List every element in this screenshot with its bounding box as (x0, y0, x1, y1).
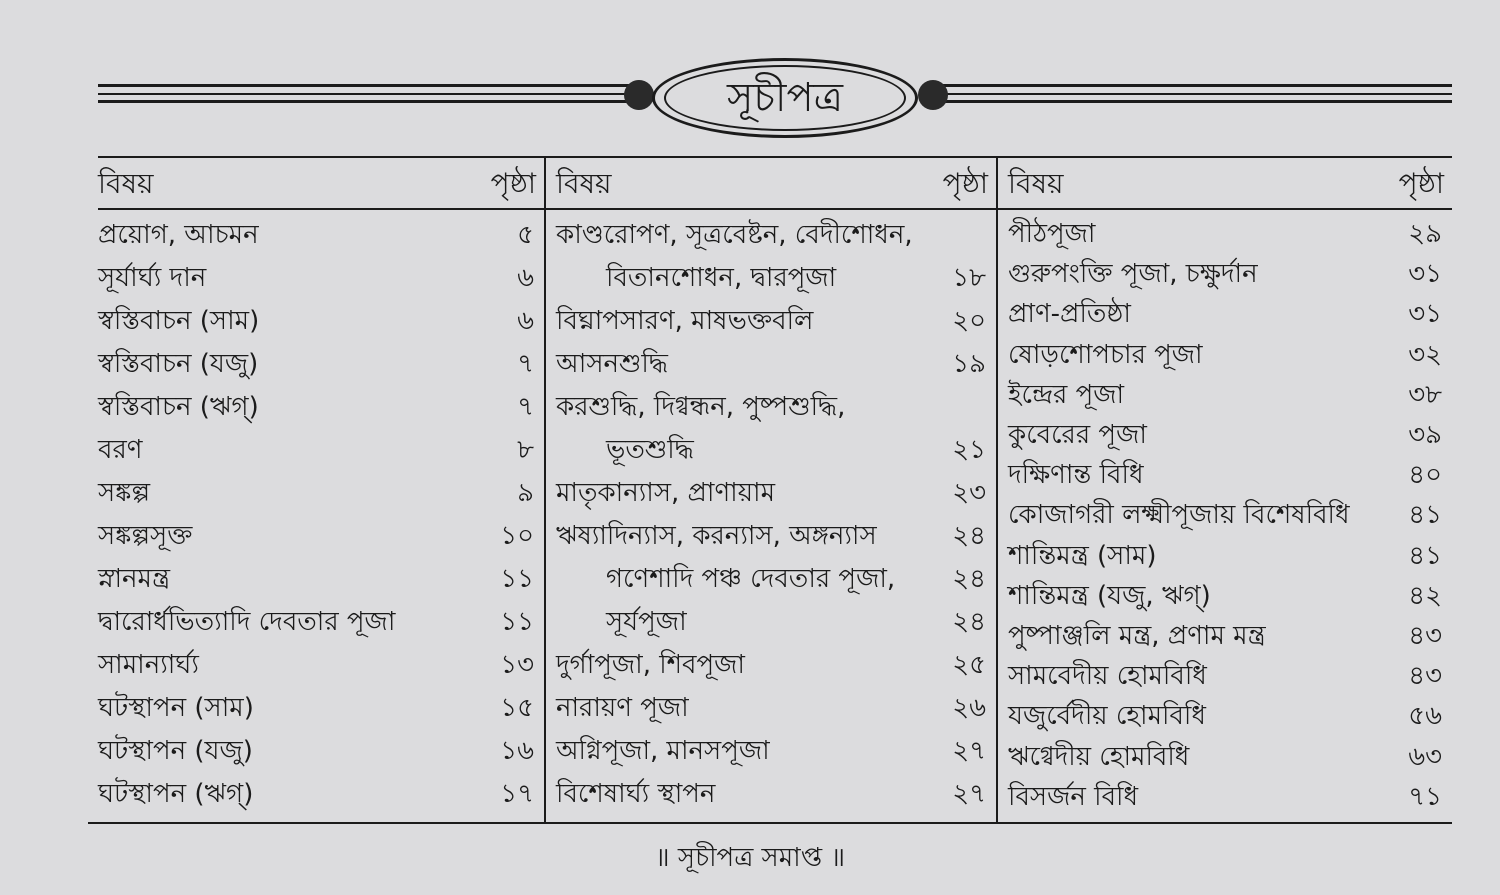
column-header (998, 164, 1452, 204)
contents-table (88, 152, 1452, 826)
entry-title: সূর্যপূজা (606, 607, 687, 637)
toc-entry (998, 696, 1452, 736)
entry-page-number: ৪৩ (1408, 661, 1442, 692)
toc-entry (546, 472, 996, 515)
entry-title: আসনশুদ্ধি (556, 349, 668, 379)
entry-title: দ্বারোর্ধভিত্যাদি দেবতার পূজা (98, 607, 396, 637)
toc-entry (88, 601, 544, 644)
entry-page-number: ১৯ (952, 349, 986, 379)
entry-title: যজুর্বেদীয় হোমবিধি (1008, 701, 1206, 732)
entry-title: ঘটস্থাপন (সাম) (98, 693, 254, 723)
entry-title: স্বস্তিবাচন (যজু) (98, 349, 259, 379)
entry-page-number: ৩১ (1408, 299, 1442, 330)
entry-page-number: ৪১ (1408, 540, 1442, 571)
entry-page-number: ৪১ (1408, 500, 1442, 531)
entry-page-number: ১০ (500, 521, 534, 551)
entry-page-number: ৬৩ (1408, 741, 1442, 772)
entry-page-number: ১৬ (500, 736, 534, 766)
entry-title: বিতানশোধন, দ্বারপূজা (606, 263, 837, 293)
toc-entry (998, 656, 1452, 696)
entry-page-number: ১৫ (500, 693, 534, 723)
ornament-dot-right (918, 80, 948, 110)
toc-entry (88, 257, 544, 300)
entry-title: বিশেষার্ঘ্য স্থাপন (556, 779, 716, 809)
entry-title: ঋষ্যাদিন্যাস, করন্যাস, অঙ্গন্যাস (556, 521, 877, 551)
entry-page-number: ২৩ (952, 478, 986, 508)
toc-entry (546, 773, 996, 816)
toc-entry (998, 495, 1452, 535)
toc-entry (546, 386, 996, 429)
entry-title: বরণ (98, 435, 143, 465)
entry-page-number: ৩৯ (1408, 420, 1442, 450)
entry-title: স্নানমন্ত্র (98, 564, 171, 594)
entry-title: স্বস্তিবাচন (সাম) (98, 306, 260, 336)
toc-entry (998, 335, 1452, 375)
column-header (546, 164, 996, 204)
toc-entry (546, 343, 996, 386)
entry-title: করশুদ্ধি, দিগ্বন্ধন, পুষ্পশুদ্ধি, (556, 392, 846, 422)
entry-title: প্রয়োগ, আচমন (98, 220, 259, 250)
contents-end-note: ॥ সূচীপত্র সমাপ্ত ॥ (654, 843, 846, 873)
entry-title: ইন্দ্রের পূজা (1008, 379, 1125, 410)
toc-entry (546, 558, 996, 601)
entry-page-number: ৪৩ (1408, 621, 1442, 651)
page-header: পৃষ্ঠা (1398, 167, 1444, 200)
toc-entry (998, 536, 1452, 576)
entry-page-number: ২৬ (952, 693, 986, 723)
toc-entry (998, 455, 1452, 495)
entry-page-number: ২৪ (952, 521, 986, 551)
toc-entry (546, 429, 996, 472)
toc-entry (88, 429, 544, 472)
entry-page-number: ২৪ (952, 607, 986, 637)
entry-title: শান্তিমন্ত্র (সাম) (1008, 540, 1157, 571)
entry-title: ঘটস্থাপন (ঋগ্) (98, 779, 254, 809)
entry-page-number: ১৩ (500, 650, 534, 680)
entry-title: বিসর্জন বিধি (1008, 781, 1139, 812)
entry-title: দুর্গাপূজা, শিবপূজা (556, 650, 745, 680)
entry-page-number: ২৭ (952, 779, 986, 809)
toc-entry (546, 687, 996, 730)
toc-entry (546, 730, 996, 773)
contents-column-2 (546, 152, 996, 822)
page-title: সূচীপত্র (727, 75, 843, 121)
entry-page-number: ১৭ (500, 779, 534, 809)
entry-title: গণেশাদি পঞ্চ দেবতার পূজা, (606, 564, 896, 594)
entry-title: পুষ্পাঞ্জলি মন্ত্র, প্রণাম মন্ত্র (1008, 621, 1266, 651)
entry-title: কোজাগরী লক্ষ্মীপূজায় বিশেষবিধি (1008, 500, 1350, 531)
entry-page-number: ৭ (517, 392, 534, 422)
toc-entry (998, 576, 1452, 616)
page-header: পৃষ্ঠা (942, 167, 988, 200)
subject-header: বিষয় (98, 167, 154, 200)
subject-header: বিষয় (1008, 167, 1064, 200)
toc-entry (88, 644, 544, 687)
toc-entry (998, 294, 1452, 334)
entry-page-number: ২০ (952, 306, 986, 336)
entry-title: ঘটস্থাপন (যজু) (98, 736, 253, 766)
entry-page-number: ২৫ (952, 650, 986, 680)
toc-entry (998, 375, 1452, 415)
entry-page-number: ৪২ (1408, 580, 1442, 611)
entry-title: মাতৃকান্যাস, প্রাণায়াম (556, 478, 776, 508)
header-rule-right (940, 84, 1452, 104)
toc-entry (88, 300, 544, 343)
toc-entry (998, 415, 1452, 455)
entry-page-number: ১১ (500, 564, 534, 594)
toc-entry (546, 300, 996, 343)
toc-entry (998, 214, 1452, 254)
entry-title: সামান্যার্ঘ্য (98, 650, 199, 680)
toc-entry (88, 558, 544, 601)
column-header (88, 164, 544, 204)
entry-page-number: ৯ (517, 478, 534, 508)
toc-entry (88, 386, 544, 429)
entry-title: স্বস্তিবাচন (ঋগ্) (98, 392, 259, 422)
entry-title: ষোড়শোপচার পূজা (1008, 339, 1203, 370)
entry-page-number: ১৮ (952, 263, 986, 293)
entry-page-number: ২৪ (952, 564, 986, 594)
toc-entry (546, 644, 996, 687)
toc-entry (546, 214, 996, 257)
entry-title: শান্তিমন্ত্র (যজু, ঋগ্) (1008, 580, 1211, 611)
toc-entry (88, 214, 544, 257)
entry-title: গুরুপংক্তি পূজা, চক্ষুর্দান (1008, 259, 1258, 290)
entry-page-number: ৩২ (1408, 339, 1442, 370)
entry-page-number: ৮ (517, 435, 534, 465)
entry-title: কুবেরের পূজা (1008, 420, 1147, 450)
subject-header: বিষয় (556, 167, 612, 200)
toc-entry (88, 773, 544, 816)
entry-page-number: ৫৬ (1408, 701, 1442, 732)
toc-entry (998, 777, 1452, 817)
entry-title: ঋগ্বেদীয় হোমবিধি (1008, 741, 1190, 772)
entry-page-number: ৫ (517, 220, 534, 250)
entry-title: অগ্নিপূজা, মানসপূজা (556, 736, 770, 766)
toc-entry (998, 737, 1452, 777)
toc-entry (88, 730, 544, 773)
entry-title: প্রাণ-প্রতিষ্ঠা (1008, 299, 1131, 330)
toc-entry (88, 343, 544, 386)
entry-page-number: ২৯ (1408, 219, 1442, 249)
ornament-dot-left (624, 80, 654, 110)
title-cartouche-inner (664, 65, 906, 131)
entry-page-number: ৩১ (1408, 259, 1442, 290)
entry-title: কাণ্ডরোপণ, সূত্রবেষ্টন, বেদীশোধন, (556, 220, 913, 250)
entry-page-number: ২৭ (952, 736, 986, 766)
entry-page-number: ৬ (517, 263, 534, 293)
toc-entry (998, 616, 1452, 656)
entry-page-number: ২১ (952, 435, 986, 465)
entry-title: সঙ্কল্প (98, 478, 150, 508)
toc-entry (88, 687, 544, 730)
entry-page-number: ৪০ (1408, 460, 1442, 491)
toc-entry (88, 515, 544, 558)
contents-column-1 (88, 152, 544, 822)
entry-title: ভূতশুদ্ধি (606, 435, 694, 465)
entry-page-number: ৭ (517, 349, 534, 379)
entry-page-number: ৩৮ (1408, 379, 1442, 410)
entry-title: সঙ্কল্পসূক্ত (98, 521, 193, 551)
contents-column-3 (998, 152, 1452, 822)
toc-entry (998, 254, 1452, 294)
entry-title: পীঠপূজা (1008, 219, 1096, 249)
toc-entry (546, 257, 996, 300)
header-rule-left (98, 84, 638, 104)
entry-page-number: ১১ (500, 607, 534, 637)
entry-page-number: ৬ (517, 306, 534, 336)
toc-entry (546, 515, 996, 558)
entry-page-number: ৭১ (1408, 781, 1442, 812)
entry-title: দক্ষিণান্ত বিধি (1008, 460, 1144, 491)
table-bottom-rule (88, 822, 1452, 824)
entry-title: বিঘ্নাপসারণ, মাষভক্তবলি (556, 306, 814, 336)
entry-title: নারায়ণ পূজা (556, 693, 689, 723)
toc-entry (546, 601, 996, 644)
page-header: পৃষ্ঠা (490, 167, 536, 200)
entry-title: সূর্যার্ঘ্য দান (98, 263, 207, 293)
entry-title: সামবেদীয় হোমবিধি (1008, 661, 1207, 692)
toc-entry (88, 472, 544, 515)
